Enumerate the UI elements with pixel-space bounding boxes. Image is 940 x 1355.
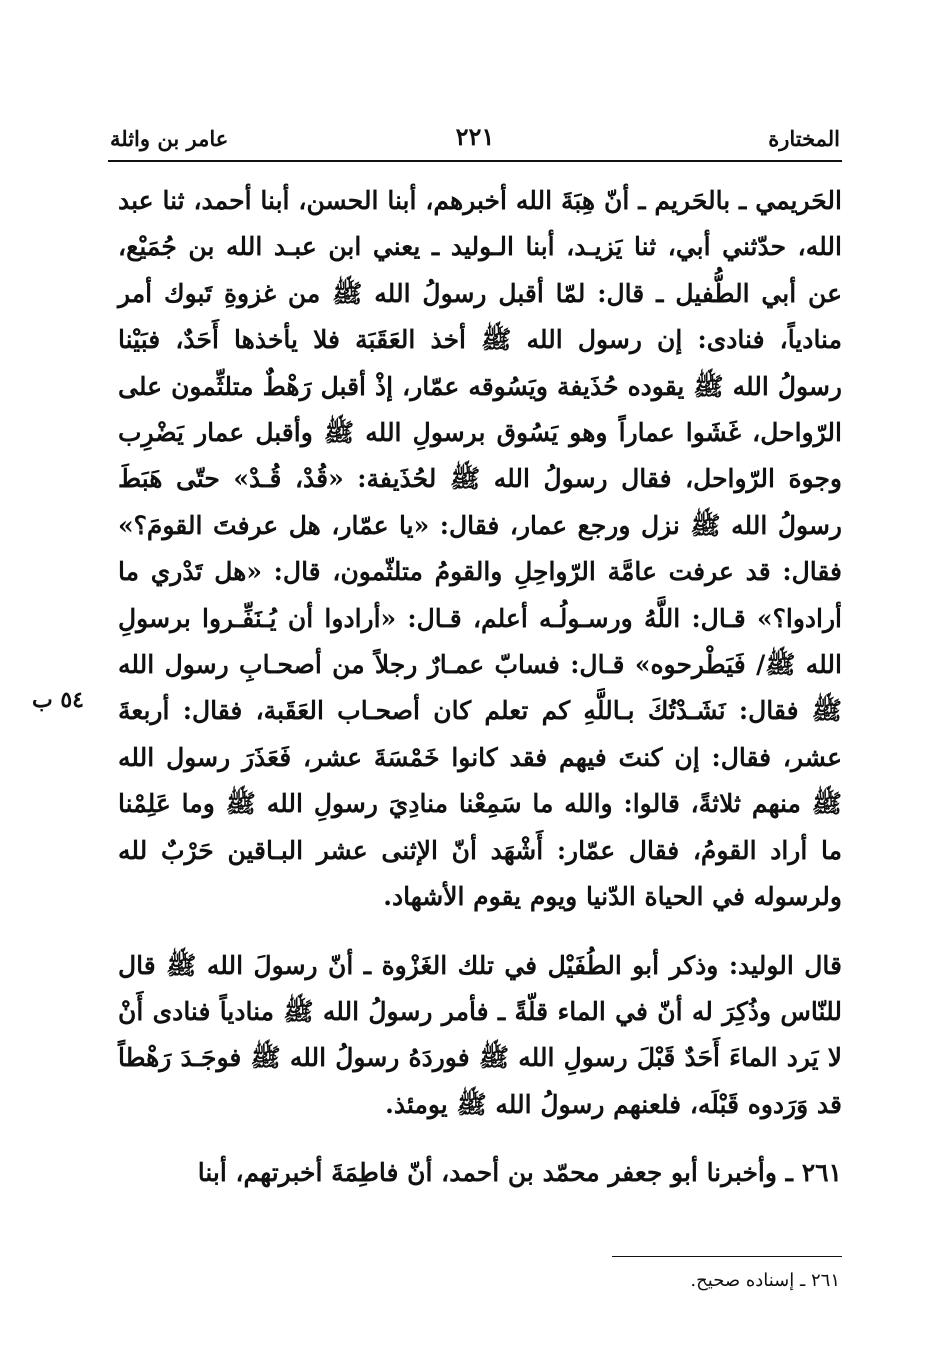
page-number: ٢٢١ — [455, 122, 495, 151]
paragraph-1: الحَريمي ـ بالحَريم ـ أنّ هِبَةَ الله أخبرهم، أبنا الحسن، أبنا أحمد، ثنا عبد الله، حدّثني أبي، ثنا يَزيـد، أبنا الـوليد ـ يعني ابن عبـد الله بن جُمَيْع، عن أبي الطُّفيل ـ قال: لمّا أقبل رسولُ الله ﷺ من غزوةِ تَبوك أمر منادياً، فنادى: إن رسول الله ﷺ أخذ العَقَبَة فلا يأخذها أَحَدٌ، فبَيْنا رسولُ الله ﷺ يقوده حُذَيفة ويَسُوقه عمّار، إذْ أقبل رَهْطٌ متلثِّمون على الرّواحل، غَشَوا عماراً وهو يَسُوق برسولِ الله ﷺ وأقبل عمار يَضْرِب وجوهَ الرّواحل، فقال رسولُ الله ﷺ لحُذَيفة: «قُدْ، قُـدْ» حتّى هَبَطَ رسولُ الله ﷺ نزل ورجع عمار، فقال: «يا عمّار، هل عرفتَ القومَ؟» فقال: قد عرفت عامَّة الرّواحِلِ والقومُ متلثّمون، قال: «هل تَدْري ما أرادوا؟» قـال: اللَّهُ ورسـولُـه أعلم، قـال: «أرادوا أن يُـنَفِّـروا برسولِ الله ﷺ/ فَيَطْرحوه» قـال: فسابّ عمـارٌ رجلاً من أصحـابِ رسول الله ﷺ فقال: نَشَـدْتُكَ بـاللَّهِ كم تعلم كان أصحـاب العَقَبة، فقال: أربعةَ عشر، فقال: إن كنتَ فيهم فقد كانوا خَمْسَةَ عشر، فَعَذَرَ رسول الله ﷺ منهم ثلاثةً، قالوا: والله ما سَمِعْنا منادِيَ رسولِ الله ﷺ وما عَلِمْنا ما أراد القومُ، فقال عمّار: أَشْهَد أنّ الإثنى عشر البـاقين حَرْبٌ لله ولرسوله في الحياة الدّنيا ويوم يقوم الأشهاد. — [118, 186, 842, 912]
chapter-title: عامر بن واثلة — [110, 126, 229, 151]
footnote-divider — [612, 1256, 842, 1257]
header-divider — [108, 160, 842, 162]
hadith-number: ٢٦١ — [801, 1158, 842, 1188]
running-header — [110, 120, 840, 160]
main-text — [118, 178, 842, 1197]
footnote: ٢٦١ ـ إسناده صحيح. — [690, 1270, 840, 1291]
paragraph-2: قال الوليد: وذكر أبو الطُفَيْل في تلك الغَزْوة ـ أنّ رسولَ الله ﷺ قال للنّاس وذُكِرَ له أنّ في الماء قلّةً ـ فأمر رسولُ الله ﷺ منادياً فنادى أَنْ لا يَرد الماءَ أَحَدٌ قَبْلَ رسولِ الله ﷺ فوردَهُ رسولُ الله ﷺ فوجَـدَ رَهْطاً قد وَرَدوه قَبْلَه، فلعنهم رسولُ الله ﷺ يومئذ. — [118, 950, 842, 1119]
book-title: المختارة — [768, 126, 840, 151]
margin-manuscript-ref: ٥٤ ب — [31, 687, 84, 713]
paragraph-3 — [118, 1150, 842, 1196]
paragraph-3-text: ـ وأخبرنا أبو جعفر محمّد بن أحمد، أنّ فاطِمَةَ أخبرتهم، أبنا — [197, 1158, 793, 1188]
